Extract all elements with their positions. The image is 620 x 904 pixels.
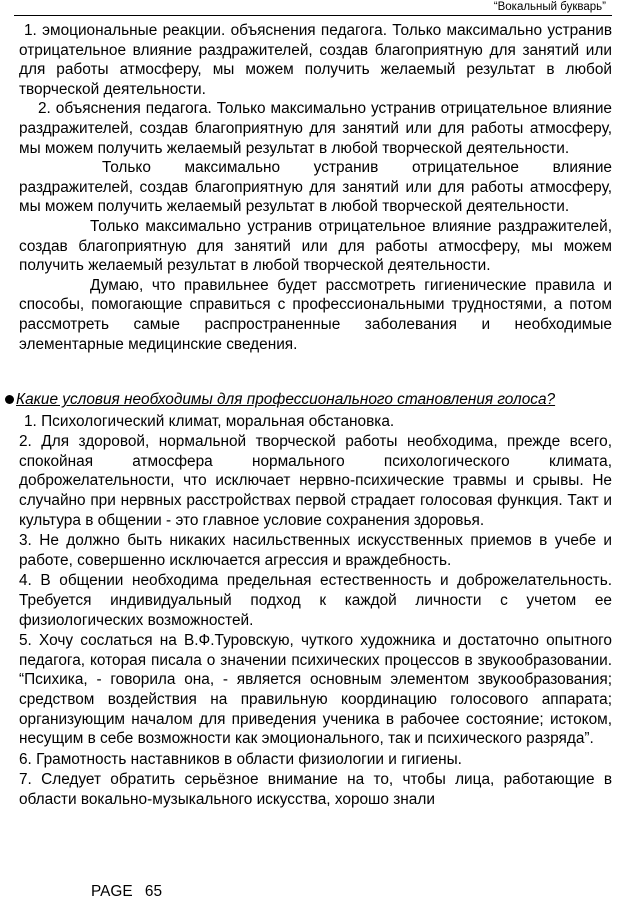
page-label: PAGE (91, 883, 133, 900)
paragraph: Только максимально устранив отрицательное влияние раздражителей, создав благоприятную для занятий или для работы атмосферу, мы можем получить желаемый результат в любой творческой деятельности. (19, 217, 612, 275)
section-question (5, 390, 612, 410)
list-item: 7. Следует обратить серьёзное внимание на то, чтобы лица, работающие в области вокально-музыкального искусства, хорошо знали (19, 771, 612, 808)
paragraph: Только максимально устранив отрицательное влияние раздражителей, создав благоприятную для занятий или для работы атмосферу, мы можем получить желаемый результат в любой творческой деятельности. (19, 159, 612, 216)
header-rule (14, 15, 612, 16)
paragraph: Думаю, что правильнее будет рассмотреть гигиенические правила и способы, помогающие справиться с профессиональными трудностями, а потом рассмотреть самые распространенные заболевания и необходимые элементарные медицинские сведения. (19, 276, 612, 353)
paragraph: 2. объяснения педагога. Только максимально устранив отрицательное влияние раздражителей, создав благоприятную для занятий или для работы атмосферу, мы можем получить желаемый результат в любой творческой деятельности. (19, 100, 612, 157)
bullet-icon (5, 395, 14, 404)
conditions-list (19, 412, 612, 810)
page-footer (91, 882, 162, 901)
list-item: 6. Грамотность наставников в области физиологии и гигиены. (19, 750, 462, 768)
list-item: 1. Психологический климат, моральная обстановка. (24, 412, 395, 430)
list-item: 2. Для здоровой, нормальной творческой работы необходима, прежде всего, спокойная атмосфера нормального психологического климата, доброжелательности, что исключает нервно-психические травмы и срывы. Не случайно при нервных расстройствах первой страдает голосовая функция. Такт и культура в общении - это главное условие сохранения здоровья. (19, 433, 612, 529)
paragraph: 1. эмоциональные реакции. объяснения педагога. Только максимально устранив отрицательное влияние раздражителей, создав благоприятную для занятий или для работы атмосферу, мы можем получить желаемый результат в любой творческой деятельности. (19, 22, 612, 98)
page-content (16, 21, 612, 811)
page-number: 65 (144, 883, 163, 900)
list-item: 4. В общении необходима предельная естественность и доброжелательность. Требуется индивидуальный подход к каждой личности с учетом ее физиологических возможностей. (19, 572, 612, 629)
list-item: 3. Не должно быть никаких насильственных искусственных приемов в учебе и работе, совершенно исключается агрессия и враждебность. (19, 532, 612, 569)
question-text: Какие условия необходимы для профессионального становления голоса? (16, 391, 556, 409)
spacer (19, 354, 612, 390)
running-header: “Вокальный букварь” (493, 1, 606, 13)
list-item: 5. Хочу сослаться на В.Ф.Туровскую, чуткого художника и достаточно опытного педагога, которая писала о значении психических процессов в звукообразовании. “Психика, - говорила она, - является основным элементом звукообразования; средством воздействия на правильную координацию голосового аппарата; организующим началом для приведения ученика в рабочее состояние; истоком, несущим в себе возможности как эмоционального, так и психического разряда”. (19, 632, 612, 748)
